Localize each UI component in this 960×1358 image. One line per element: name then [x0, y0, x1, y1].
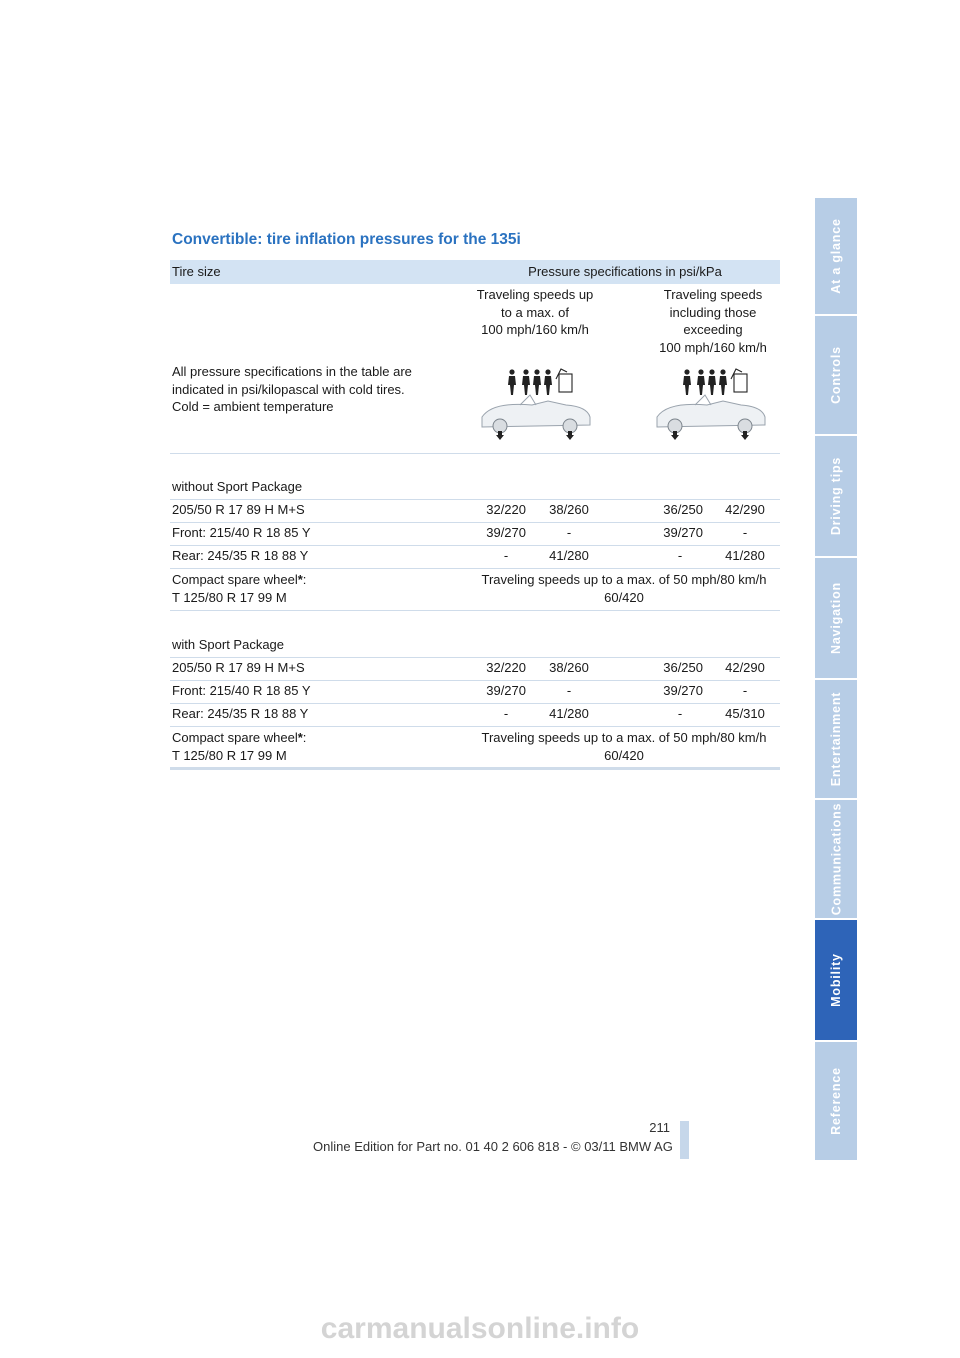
value-cell: - [566, 525, 572, 540]
value-cell: 41/280 [725, 548, 765, 563]
row-separator [170, 680, 780, 681]
car-load-illustration-icon [645, 365, 775, 443]
side-tab-label: Mobility [829, 953, 843, 1007]
value-cell: 32/220 [486, 502, 526, 517]
side-tab-entertainment[interactable] [815, 680, 857, 798]
row-separator [170, 610, 780, 611]
side-tab-label: Reference [829, 1067, 843, 1135]
note-line: All pressure specifications in the table are [172, 364, 412, 379]
side-tab-label: Controls [829, 346, 844, 404]
value-cell: - [503, 548, 509, 563]
section-label: with Sport Package [172, 637, 285, 652]
speed-high-line: Traveling speeds [663, 287, 763, 302]
page-title: Convertible: tire inflation pressures for the 135i [172, 231, 521, 248]
speed-low-line: 100 mph/160 km/h [481, 322, 589, 337]
side-tab-reference[interactable] [815, 1042, 857, 1160]
col-pressure: Pressure specifications in psi/kPa [528, 264, 722, 279]
row-separator [170, 657, 780, 658]
value-cell: 39/270 [486, 683, 526, 698]
optional-star-icon: * [297, 730, 303, 745]
value-cell: - [742, 683, 748, 698]
value-cell: - [742, 525, 748, 540]
spare-label: Compact spare wheel [172, 730, 298, 745]
tire-size-cell: Front: 215/40 R 18 85 Y [172, 525, 311, 540]
spare-wheel-cell [172, 571, 306, 606]
side-tab-label: Entertainment [829, 691, 844, 787]
side-tab-label: Driving tips [829, 456, 844, 536]
optional-star-icon: * [297, 572, 303, 587]
value-cell: 45/310 [725, 706, 765, 721]
value-cell: 36/250 [663, 660, 703, 675]
spare-value: 60/420 [604, 747, 644, 763]
value-cell: 36/250 [663, 502, 703, 517]
value-cell: 41/280 [549, 706, 589, 721]
value-cell: - [503, 706, 509, 721]
spare-size: T 125/80 R 17 99 M [172, 589, 287, 605]
speed-high-line: exceeding [683, 322, 743, 337]
page-marker-bar [680, 1121, 689, 1159]
spare-value: 60/420 [604, 589, 644, 605]
side-tab-label: Navigation [829, 582, 843, 654]
page-number: 211 [649, 1120, 670, 1135]
spare-wheel-cell [172, 729, 306, 764]
row-separator [170, 499, 780, 500]
spare-speed: Traveling speeds up to a max. of 50 mph/80 km/h [481, 730, 767, 745]
speed-low-header [460, 286, 610, 339]
side-tab-communications[interactable] [815, 800, 857, 918]
row-separator [170, 568, 780, 569]
speed-high-header [633, 286, 793, 356]
value-cell: - [566, 683, 572, 698]
spare-colon: : [302, 730, 307, 745]
spare-speed-cell [466, 571, 782, 606]
row-separator [170, 453, 780, 454]
spare-size: T 125/80 R 17 99 M [172, 747, 287, 763]
side-tab-label: At a glance [829, 218, 843, 294]
tire-size-cell: Rear: 245/35 R 18 88 Y [172, 548, 309, 563]
table-bottom-rule [170, 767, 780, 770]
side-tab-controls[interactable] [815, 316, 857, 434]
edition-line: Online Edition for Part no. 01 40 2 606 818 - © 03/11 BMW AG [313, 1139, 673, 1154]
col-tire-size: Tire size [172, 264, 221, 279]
speed-high-line: 100 mph/160 km/h [659, 339, 767, 355]
row-separator [170, 522, 780, 523]
spare-label: Compact spare wheel [172, 572, 298, 587]
spare-colon: : [302, 572, 307, 587]
value-cell: - [677, 548, 683, 563]
value-cell: 41/280 [549, 548, 589, 563]
side-tab-mobility[interactable] [815, 920, 857, 1040]
row-separator [170, 726, 780, 727]
note-line: Cold = ambient temperature [172, 399, 334, 414]
watermark: carmanualsonline.info [320, 1312, 640, 1345]
value-cell: 39/270 [486, 525, 526, 540]
side-tab-navigation[interactable] [815, 558, 857, 678]
tire-size-cell: Front: 215/40 R 18 85 Y [172, 683, 311, 698]
tire-size-cell: 205/50 R 17 89 H M+S [172, 502, 305, 517]
value-cell: 38/260 [549, 502, 589, 517]
speed-low-line: to a max. of [501, 304, 569, 320]
tire-size-cell: 205/50 R 17 89 H M+S [172, 660, 305, 675]
value-cell: 39/270 [663, 683, 703, 698]
value-cell: 42/290 [725, 502, 765, 517]
side-tab-label: Communications [829, 802, 844, 916]
value-cell: 42/290 [725, 660, 765, 675]
side-tab-driving-tips[interactable] [815, 436, 857, 556]
pressure-note [172, 363, 412, 416]
side-tab-at-a-glance[interactable] [815, 198, 857, 314]
speed-high-line: including those [669, 304, 757, 320]
value-cell: 32/220 [486, 660, 526, 675]
spare-speed-cell [466, 729, 782, 764]
note-line: indicated in psi/kilopascal with cold tires. [172, 381, 405, 397]
value-cell: - [677, 706, 683, 721]
tire-size-cell: Rear: 245/35 R 18 88 Y [172, 706, 309, 721]
spare-speed: Traveling speeds up to a max. of 50 mph/80 km/h [481, 572, 767, 587]
value-cell: 39/270 [663, 525, 703, 540]
row-separator [170, 545, 780, 546]
speed-low-line: Traveling speeds up [476, 287, 594, 302]
section-label: without Sport Package [172, 479, 303, 494]
value-cell: 38/260 [549, 660, 589, 675]
car-load-illustration-icon [470, 365, 600, 443]
row-separator [170, 703, 780, 704]
